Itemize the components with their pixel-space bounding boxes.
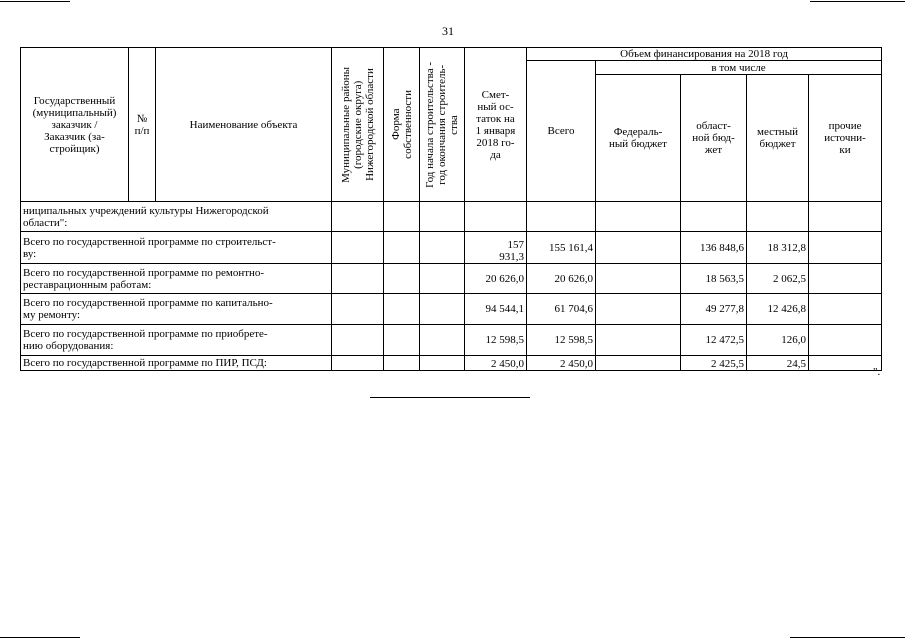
- scan-edge-mark: [0, 637, 80, 638]
- row-other: [809, 356, 882, 371]
- row-name: Всего по государственной программе по приобрете- нию оборудования:: [21, 325, 332, 356]
- row-federal: [596, 294, 681, 325]
- header-year: Год начала строительства - год окончания строитель- ства: [424, 61, 460, 188]
- header-municipal-cell: [332, 48, 384, 202]
- row-federal: [596, 202, 681, 232]
- scan-edge-mark: [0, 1, 70, 2]
- row-local: 18 312,8: [747, 232, 809, 264]
- row-local: 2 062,5: [747, 264, 809, 294]
- header-federal: Федераль- ный бюджет: [596, 75, 681, 202]
- row-name: Всего по государственной программе по ПИР, ПСД:: [21, 356, 332, 371]
- row-remaining: 157 931,3: [465, 232, 527, 264]
- row-federal: [596, 325, 681, 356]
- table-row: [21, 325, 882, 356]
- row-remaining: 94 544,1: [465, 294, 527, 325]
- header-total: Всего: [527, 61, 596, 202]
- row-remaining: 2 450,0: [465, 356, 527, 371]
- header-ownership-cell: [384, 48, 420, 202]
- row-name: Всего по государственной программе по капитально- му ремонту:: [21, 294, 332, 325]
- closing-quote: ".: [873, 366, 881, 378]
- row-federal: [596, 264, 681, 294]
- table-row: [21, 356, 882, 371]
- row-local: 126,0: [747, 325, 809, 356]
- row-other: [809, 294, 882, 325]
- end-divider: [370, 397, 530, 398]
- table-row: [21, 232, 882, 264]
- financing-table: [20, 47, 882, 371]
- header-year-cell: [420, 48, 465, 202]
- header-regional: област- ной бюд- жет: [681, 75, 747, 202]
- row-total: 155 161,4: [527, 232, 596, 264]
- row-remaining: 12 598,5: [465, 325, 527, 356]
- row-local: 12 426,8: [747, 294, 809, 325]
- row-federal: [596, 232, 681, 264]
- header-row-1: [21, 48, 882, 61]
- row-total: 20 626,0: [527, 264, 596, 294]
- header-num: № п/п: [129, 48, 156, 202]
- row-other: [809, 264, 882, 294]
- table-row: [21, 202, 882, 232]
- header-local: местный бюджет: [747, 75, 809, 202]
- row-name: Всего по государственной программе по строительст- ву:: [21, 232, 332, 264]
- row-federal: [596, 356, 681, 371]
- row-regional: 12 472,5: [681, 325, 747, 356]
- row-total: 61 704,6: [527, 294, 596, 325]
- table-row: [21, 294, 882, 325]
- row-remaining: [465, 202, 527, 232]
- header-remaining: Смет- ный ос- таток на 1 января 2018 го- да: [465, 48, 527, 202]
- row-local: 24,5: [747, 356, 809, 371]
- row-regional: [681, 202, 747, 232]
- row-name: ниципальных учреждений культуры Нижегородской области":: [21, 202, 332, 232]
- row-other: [809, 202, 882, 232]
- row-total: [527, 202, 596, 232]
- header-customer: Государственный (муниципальный) заказчик / Заказчик (за- стройщик): [21, 48, 129, 202]
- header-other: прочие источни- ки: [809, 75, 882, 202]
- header-ownership: Форма собственности: [389, 90, 414, 159]
- row-total: 12 598,5: [527, 325, 596, 356]
- header-including: в том числе: [596, 61, 882, 75]
- header-municipal: Муниципальные районы (городские округа) Нижегородской области: [339, 66, 376, 183]
- row-regional: 136 848,6: [681, 232, 747, 264]
- row-regional: 2 425,5: [681, 356, 747, 371]
- row-regional: 18 563,5: [681, 264, 747, 294]
- row-total: 2 450,0: [527, 356, 596, 371]
- row-remaining: 20 626,0: [465, 264, 527, 294]
- header-object-name: Наименование объекта: [156, 48, 332, 202]
- table-row: [21, 264, 882, 294]
- row-other: [809, 325, 882, 356]
- scan-edge-mark: [810, 1, 905, 2]
- page-number: 31: [442, 24, 454, 38]
- header-financing: Объем финансирования на 2018 год: [527, 48, 882, 61]
- row-name: Всего по государственной программе по ремонтно- реставрационным работам:: [21, 264, 332, 294]
- row-regional: 49 277,8: [681, 294, 747, 325]
- row-other: [809, 232, 882, 264]
- scan-edge-mark: [790, 637, 905, 638]
- row-local: [747, 202, 809, 232]
